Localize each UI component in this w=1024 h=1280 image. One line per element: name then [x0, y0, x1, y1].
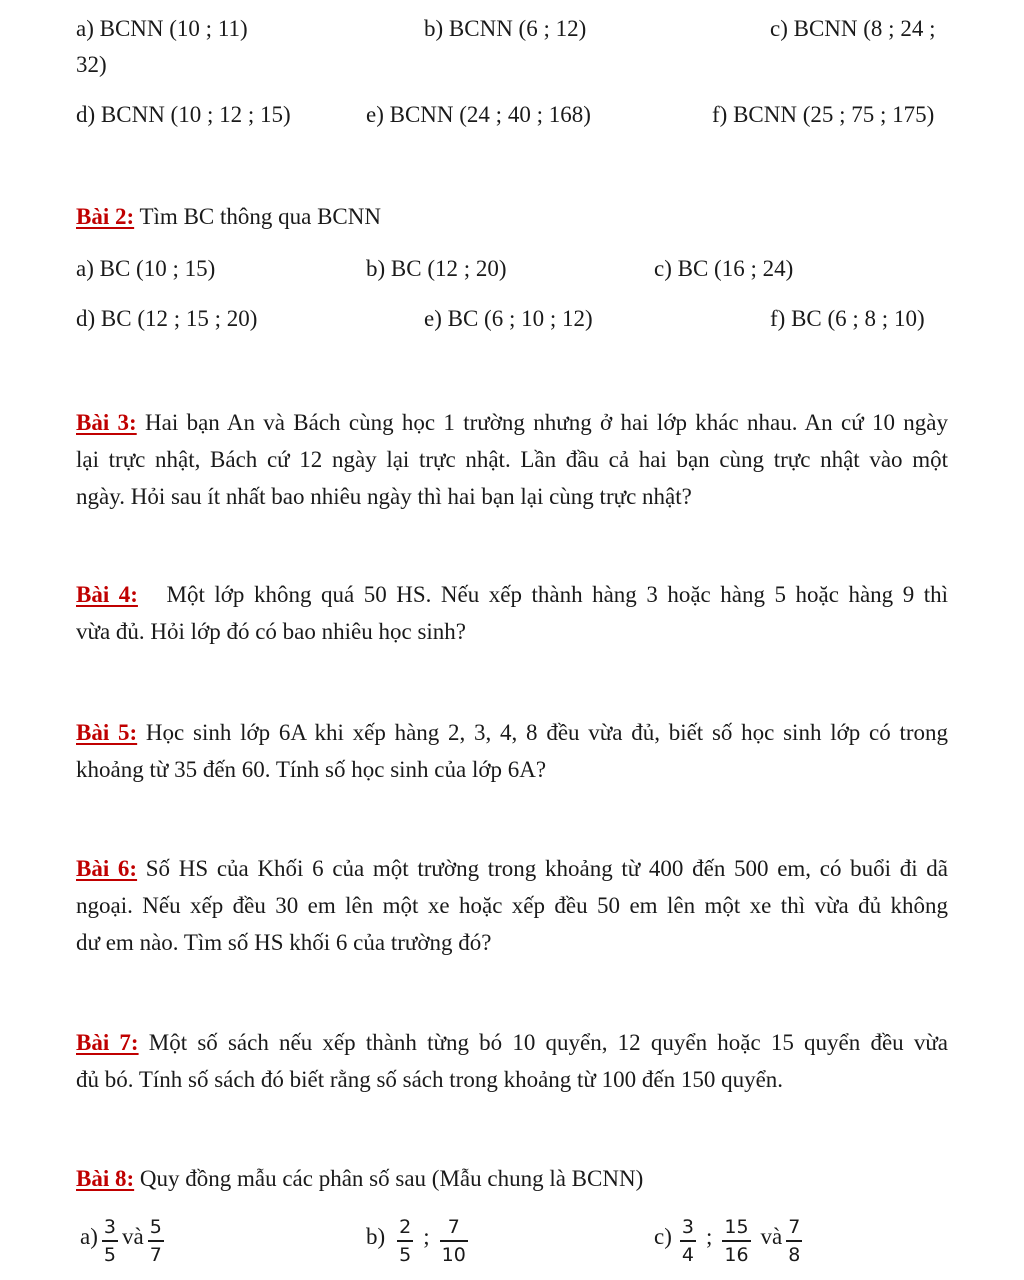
bai7-line-1-text: Một số sách nếu xếp thành từng bó 10 quyển, 12 quyển hoặc 15 quyển đều vừa [148, 1030, 949, 1055]
bai8-text: Quy đồng mẫu các phân số sau (Mẫu chung là BCNN) [139, 1166, 644, 1191]
bai7-line-2: đủ bó. Tính số sách đó biết rằng số sách trong khoảng từ 100 đến 150 quyển. [76, 1067, 784, 1092]
bai8-c-fraction-2 [722, 1216, 750, 1266]
fraction-numerator: 7 [440, 1216, 468, 1242]
fraction-numerator: 15 [722, 1216, 750, 1242]
bai1-item-c-cont: 32) [76, 52, 107, 77]
fraction-numerator: 2 [397, 1216, 413, 1242]
bai8-heading [76, 1164, 643, 1194]
bai4-label: Bài 4: [76, 582, 138, 607]
bai8-item-a [80, 1212, 168, 1266]
bai8-b-separator: ; [423, 1224, 430, 1249]
bai8-item-c [654, 1212, 806, 1266]
bai2-item-a: a) BC (10 ; 15) [76, 256, 216, 281]
fraction-denominator: 5 [399, 1244, 412, 1266]
bai6-line-1-text: Số HS của Khối 6 của một trường trong khoảng từ 400 đến 500 em, có buổi đi dã [145, 856, 948, 881]
bai6-paragraph [76, 850, 948, 961]
bai8-a-joiner: và [121, 1224, 144, 1249]
bai8-b-fraction-1 [397, 1216, 413, 1266]
bai8-c-prefix: c) [654, 1224, 672, 1249]
bai5-line-1 [76, 714, 948, 751]
bai6-line-3: dư em nào. Tìm số HS khối 6 của trường đó? [76, 930, 492, 955]
bai1-item-c: c) BCNN (8 ; 24 ; [770, 16, 936, 41]
bai8-c-joiner: và [760, 1224, 783, 1249]
bai2-item-b: b) BC (12 ; 20) [366, 256, 507, 281]
fraction-numerator: 5 [148, 1216, 164, 1242]
fraction-numerator: 3 [102, 1216, 118, 1242]
bai2-item-f: f) BC (6 ; 8 ; 10) [770, 306, 925, 331]
bai1-item-f: f) BCNN (25 ; 75 ; 175) [712, 102, 935, 127]
bai4-line-1-text: Một lớp không quá 50 HS. Nếu xếp thành hàng 3 hoặc hàng 5 hoặc hàng 9 thì [166, 582, 949, 607]
bai3-line-1 [76, 404, 948, 441]
bai4-line-1 [76, 576, 948, 613]
bai8-a-fraction-1 [102, 1216, 118, 1266]
bai3-line-2: lại trực nhật, Bách cứ 12 ngày lại trực nhật. Lần đầu cả hai bạn cùng trực nhật vào một [76, 447, 948, 472]
bai8-b-fraction-2 [440, 1216, 468, 1266]
bai2-item-e: e) BC (6 ; 10 ; 12) [424, 306, 593, 331]
bai8-a-prefix: a) [80, 1224, 98, 1249]
bai1-item-e: e) BCNN (24 ; 40 ; 168) [366, 102, 591, 127]
bai5-label: Bài 5: [76, 720, 138, 745]
bai8-a-fraction-2 [148, 1216, 164, 1266]
bai3-line-3: ngày. Hỏi sau ít nhất bao nhiêu ngày thì hai bạn lại cùng trực nhật? [76, 484, 692, 509]
bai3-paragraph [76, 404, 948, 515]
bai7-line-1 [76, 1024, 948, 1061]
bai8-b-prefix: b) [366, 1224, 386, 1249]
fraction-numerator: 3 [680, 1216, 696, 1242]
fraction-denominator: 4 [681, 1244, 694, 1266]
bai4-paragraph [76, 576, 948, 650]
bai8-item-b [366, 1212, 472, 1266]
bai2-text: Tìm BC thông qua BCNN [139, 204, 381, 229]
fraction-denominator: 10 [441, 1244, 466, 1266]
fraction-numerator: 7 [786, 1216, 802, 1242]
bai2-label: Bài 2: [76, 204, 135, 229]
bai2-heading [76, 202, 381, 232]
fraction-denominator: 5 [103, 1244, 116, 1266]
bai3-line-1-text: Hai bạn An và Bách cùng học 1 trường nhưng ở hai lớp khác nhau. An cứ 10 ngày [145, 410, 949, 435]
bai2-item-d: d) BC (12 ; 15 ; 20) [76, 306, 258, 331]
bai5-line-2: khoảng từ 35 đến 60. Tính số học sinh của lớp 6A? [76, 757, 547, 782]
bai2-item-c: c) BC (16 ; 24) [654, 256, 794, 281]
bai6-line-1 [76, 850, 948, 887]
bai8-c-fraction-1 [680, 1216, 696, 1266]
bai5-paragraph [76, 714, 948, 788]
bai1-item-a: a) BCNN (10 ; 11) [76, 16, 248, 41]
bai8-c-separator: ; [705, 1224, 713, 1249]
bai8-label: Bài 8: [76, 1166, 135, 1191]
bai7-label: Bài 7: [76, 1030, 139, 1055]
fraction-denominator: 7 [149, 1244, 162, 1266]
bai7-paragraph [76, 1024, 948, 1098]
fraction-denominator: 8 [788, 1244, 801, 1266]
bai8-c-fraction-3 [786, 1216, 802, 1266]
bai3-label: Bài 3: [76, 410, 137, 435]
bai1-item-d: d) BCNN (10 ; 12 ; 15) [76, 102, 291, 127]
bai1-item-b: b) BCNN (6 ; 12) [424, 16, 587, 41]
bai6-line-2: ngoại. Nếu xếp đều 30 em lên một xe hoặc xếp đều 50 em lên một xe thì vừa đủ không [76, 893, 948, 918]
fraction-denominator: 16 [724, 1244, 749, 1266]
bai4-line-2: vừa đủ. Hỏi lớp đó có bao nhiêu học sinh? [76, 619, 467, 644]
bai6-label: Bài 6: [76, 856, 138, 881]
bai5-line-1-text: Học sinh lớp 6A khi xếp hàng 2, 3, 4, 8 đều vừa đủ, biết số học sinh lớp có trong [145, 720, 949, 745]
